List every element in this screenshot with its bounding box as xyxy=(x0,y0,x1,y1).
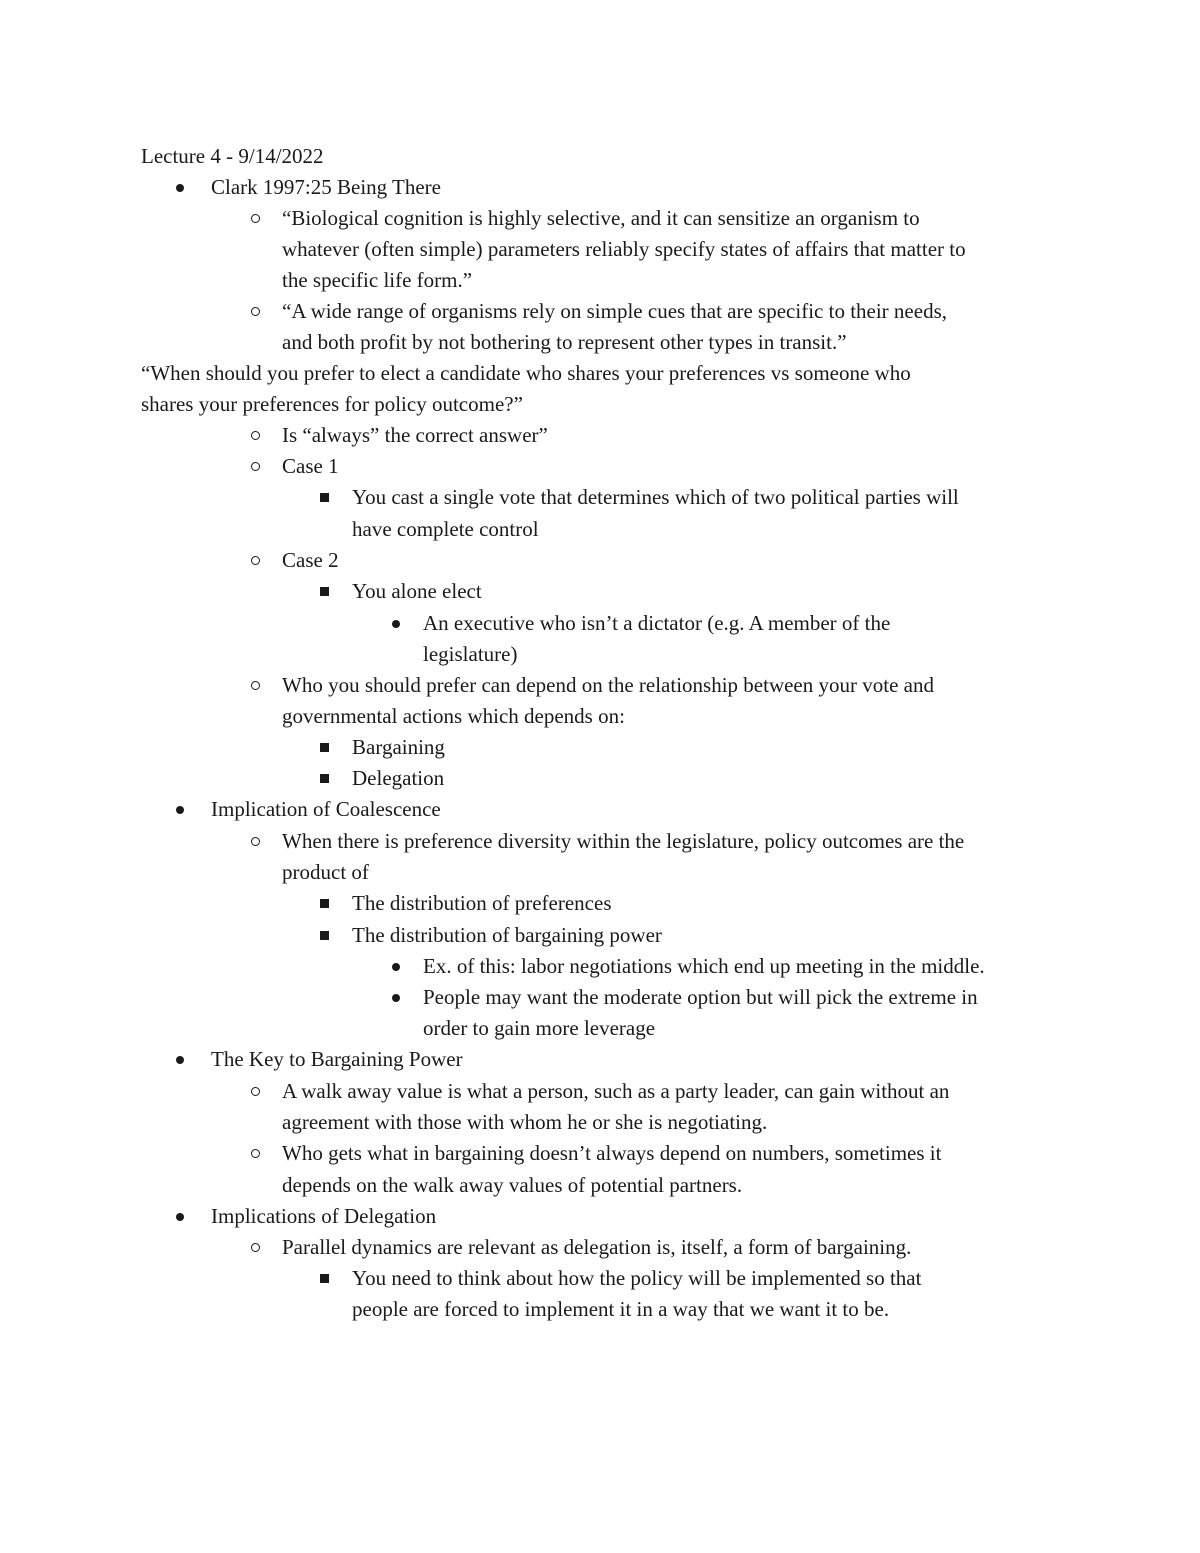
case1-detail-line1: You cast a single vote that determines which of two political parties will xyxy=(352,485,959,509)
delegation-heading: Implications of Delegation xyxy=(211,1204,437,1228)
dist-power: The distribution of bargaining power xyxy=(352,923,662,947)
bullet-circle xyxy=(245,296,265,327)
bullet-circle xyxy=(245,451,265,482)
key-heading: The Key to Bargaining Power xyxy=(211,1047,463,1071)
delegation-item: Delegation xyxy=(352,766,445,790)
parallel-point: Parallel dynamics are relevant as delegation is, itself, a form of bargaining. xyxy=(282,1235,912,1259)
coalescence-point-line2: product of xyxy=(282,860,369,884)
bullet-circle xyxy=(245,545,265,576)
bullet-circle xyxy=(245,1138,265,1169)
clark-heading: Clark 1997:25 Being There xyxy=(211,175,441,199)
question-line1: “When should you prefer to elect a candidate who shares your preferences vs someone who xyxy=(141,361,911,385)
clark-quote2-line1: “A wide range of organisms rely on simple cues that are specific to their needs, xyxy=(282,299,947,323)
bullet-circle xyxy=(245,670,265,701)
bullet-disc xyxy=(386,951,406,982)
dist-preferences: The distribution of preferences xyxy=(352,891,612,915)
who-line2: depends on the walk away values of potential partners. xyxy=(282,1173,743,1197)
case2-label: Case 2 xyxy=(282,548,339,572)
question-line2: shares your preferences for policy outcome?” xyxy=(141,392,523,416)
bullet-circle xyxy=(245,203,265,234)
bullet-square xyxy=(314,888,334,919)
bullet-disc xyxy=(386,982,406,1013)
bullet-square xyxy=(314,1263,334,1294)
depends-line2: governmental actions which depends on: xyxy=(282,704,625,728)
moderate-line2: order to gain more leverage xyxy=(423,1016,656,1040)
walk-line1: A walk away value is what a person, such as a party leader, can gain without an xyxy=(282,1079,950,1103)
bullet-disc xyxy=(170,1201,190,1232)
case1-detail-line2: have complete control xyxy=(352,517,539,541)
clark-quote1-line1: “Biological cognition is highly selective, and it can sensitize an organism to xyxy=(282,206,920,230)
case1-label: Case 1 xyxy=(282,454,339,478)
bullet-circle xyxy=(245,826,265,857)
clark-quote2-line2: and both profit by not bothering to represent other types in transit.” xyxy=(282,330,847,354)
example-labor: Ex. of this: labor negotiations which end up meeting in the middle. xyxy=(423,954,985,978)
bullet-square xyxy=(314,920,334,951)
bargaining-item: Bargaining xyxy=(352,735,445,759)
answer-always: Is “always” the correct answer” xyxy=(282,423,548,447)
walk-line2: agreement with those with whom he or she is negotiating. xyxy=(282,1110,768,1134)
page-title: Lecture 4 - 9/14/2022 xyxy=(141,144,324,168)
implement-line2: people are forced to implement it in a way that we want it to be. xyxy=(352,1297,890,1321)
bullet-square xyxy=(314,763,334,794)
who-line1: Who gets what in bargaining doesn’t always depend on numbers, sometimes it xyxy=(282,1141,942,1165)
clark-quote1-line3: the specific life form.” xyxy=(282,268,473,292)
coalescence-point-line1: When there is preference diversity within the legislature, policy outcomes are the xyxy=(282,829,965,853)
bullet-disc xyxy=(170,1044,190,1075)
bullet-circle xyxy=(245,1232,265,1263)
case2-sub-line1: An executive who isn’t a dictator (e.g. A member of the xyxy=(423,611,891,635)
bullet-disc xyxy=(386,608,406,639)
bullet-circle xyxy=(245,1076,265,1107)
bullet-square xyxy=(314,732,334,763)
bullet-square xyxy=(314,482,334,513)
bullet-disc xyxy=(170,794,190,825)
bullet-square xyxy=(314,576,334,607)
coalescence-heading: Implication of Coalescence xyxy=(211,797,441,821)
moderate-line1: People may want the moderate option but will pick the extreme in xyxy=(423,985,978,1009)
bullet-circle xyxy=(245,420,265,451)
clark-quote1-line2: whatever (often simple) parameters reliably specify states of affairs that matter to xyxy=(282,237,966,261)
bullet-disc xyxy=(170,172,190,203)
implement-line1: You need to think about how the policy will be implemented so that xyxy=(352,1266,922,1290)
case2-sub-line2: legislature) xyxy=(423,642,518,666)
depends-line1: Who you should prefer can depend on the relationship between your vote and xyxy=(282,673,934,697)
case2-detail: You alone elect xyxy=(352,579,482,603)
